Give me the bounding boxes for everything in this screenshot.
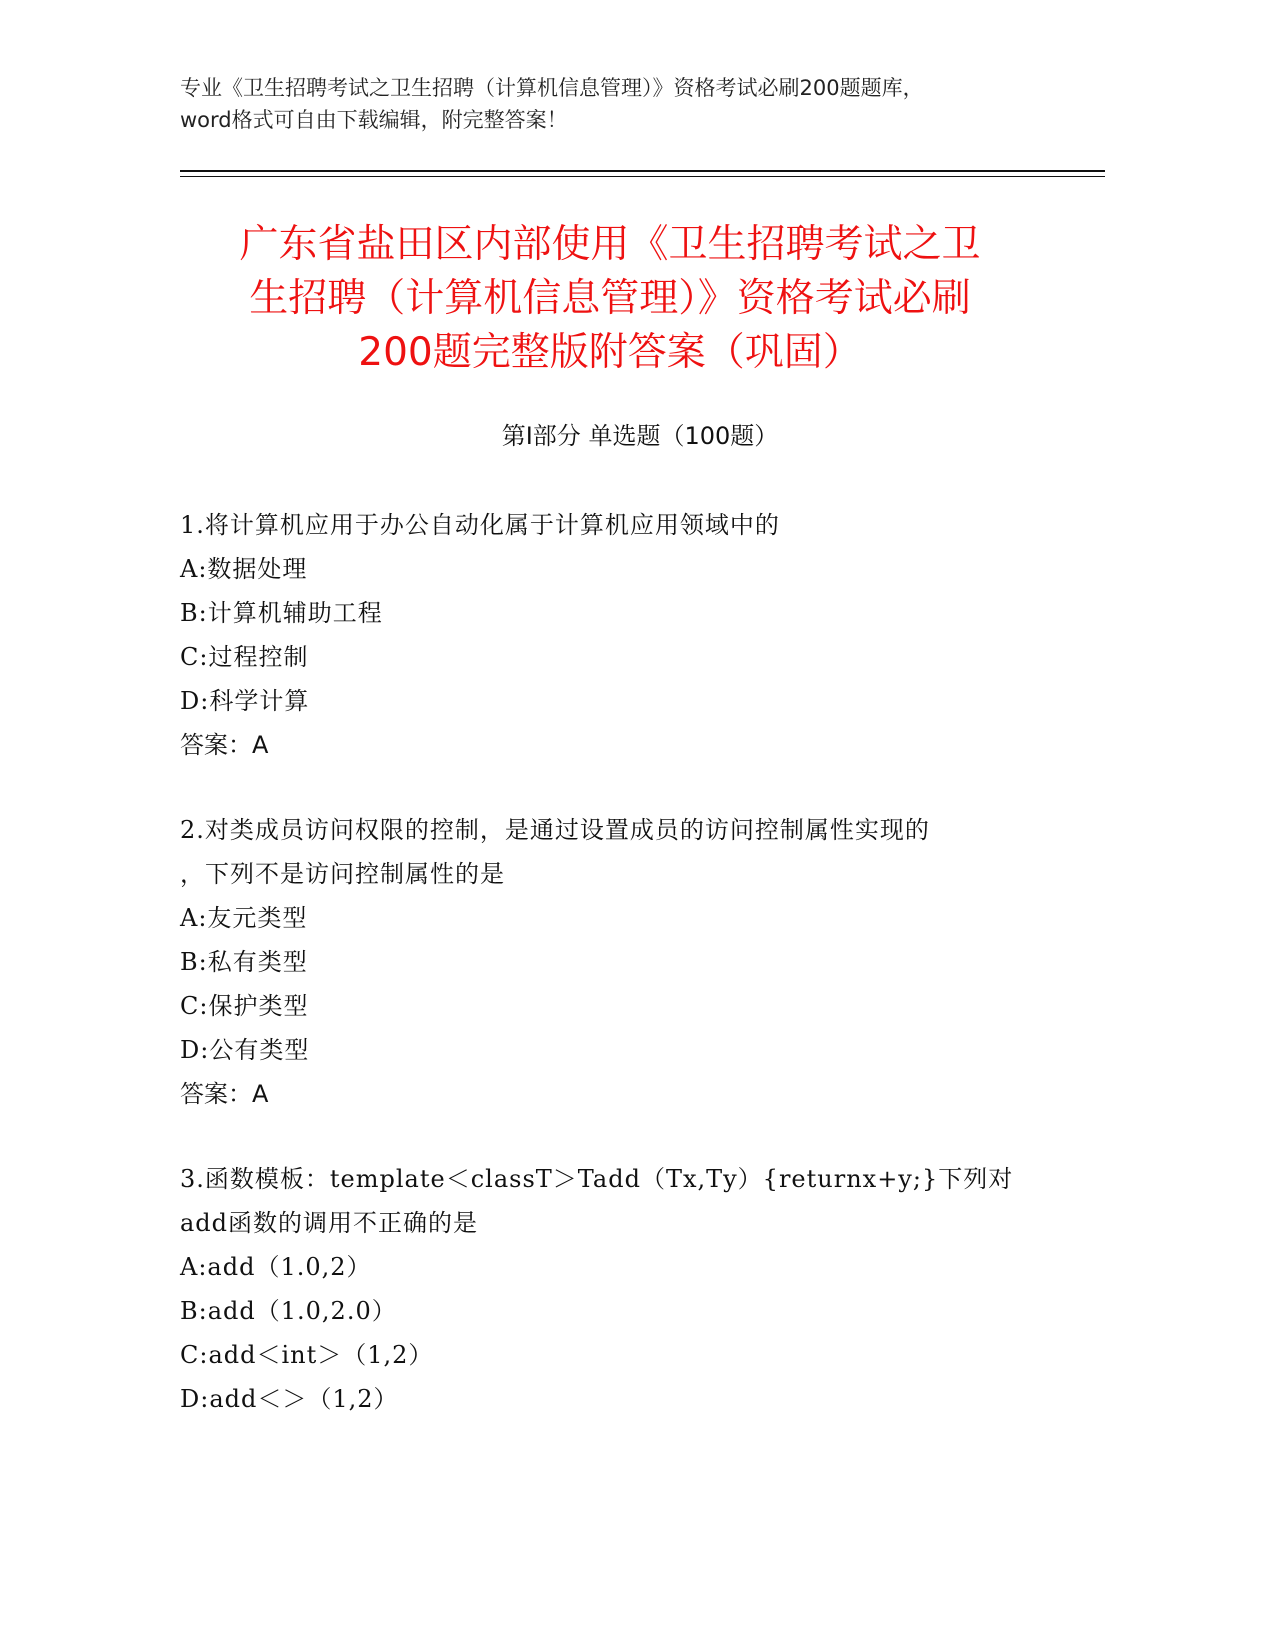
option-c: C:保护类型 [180,992,309,1020]
question-stem-continued: add函数的调用不正确的是 [180,1209,479,1237]
title-line-2: 生招聘（计算机信息管理）》资格考试必刷 [249,276,971,321]
option-c: C:add＜int＞（1,2） [180,1341,434,1369]
question-1 [180,503,1050,767]
question-stem: 2.对类成员访问权限的控制，是通过设置成员的访问控制属性实现的 [180,816,930,844]
document-title [170,218,1050,380]
option-a: A:友元类型 [180,904,308,932]
header-line-2: word格式可自由下载编辑，附完整答案！ [180,108,568,132]
header-divider-thin [180,176,1105,177]
option-d: D:add＜＞（1,2） [180,1385,399,1413]
answer: 答案：A [180,1080,269,1108]
question-stem: 1.将计算机应用于办公自动化属于计算机应用领域中的 [180,511,780,539]
option-a: A:数据处理 [180,555,308,583]
question-2 [180,808,1050,1116]
question-stem: 3.函数模板：template＜classT＞Tadd（Tx,Ty）{returnx+y;}下列对 [180,1165,1014,1193]
section-title: 第Ⅰ部分 单选题（100题） [501,422,779,450]
option-c: C:过程控制 [180,643,309,671]
option-d: D:科学计算 [180,687,310,715]
answer: 答案：A [180,731,269,759]
header-divider-thick [180,170,1105,172]
header-note [180,72,1100,136]
question-3 [180,1157,1050,1421]
title-line-3: 200题完整版附答案（巩固） [358,330,862,375]
title-line-1: 广东省盐田区内部使用《卫生招聘考试之卫 [239,222,981,267]
question-stem-continued: ，下列不是访问控制属性的是 [180,860,505,888]
option-a: A:add（1.0,2） [180,1253,372,1281]
option-b: B:计算机辅助工程 [180,599,383,627]
option-b: B:私有类型 [180,948,308,976]
option-b: B:add（1.0,2.0） [180,1297,397,1325]
header-line-1: 专业《卫生招聘考试之卫生招聘（计算机信息管理）》资格考试必刷200题题库， [180,76,924,100]
option-d: D:公有类型 [180,1036,310,1064]
